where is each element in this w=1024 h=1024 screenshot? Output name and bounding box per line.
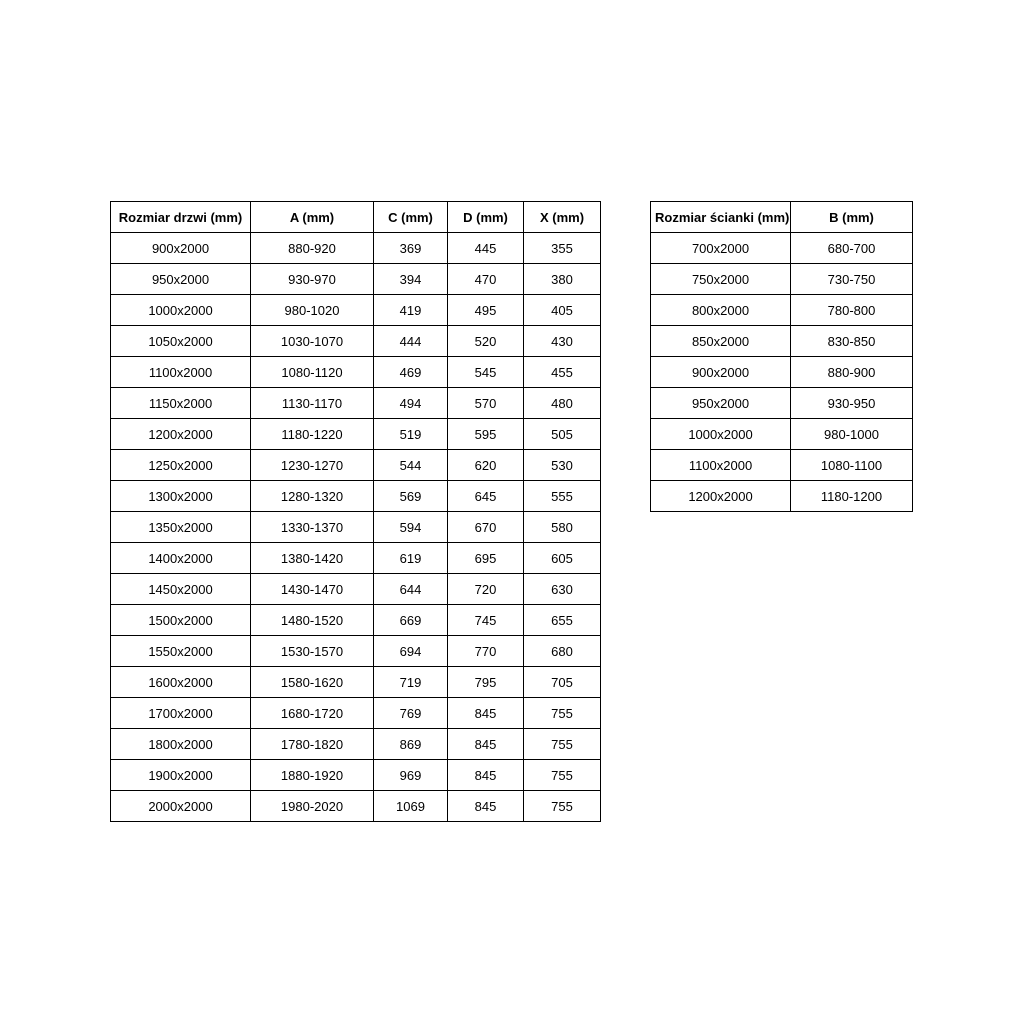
table-cell: 645 xyxy=(448,481,524,512)
table-row xyxy=(111,574,601,605)
table-cell: 1280-1320 xyxy=(251,481,374,512)
table-cell: 1880-1920 xyxy=(251,760,374,791)
table-row xyxy=(651,357,913,388)
table-cell: 1200x2000 xyxy=(651,481,791,512)
table-cell: 1200x2000 xyxy=(111,419,251,450)
table-cell: 795 xyxy=(448,667,524,698)
table-cell: 1050x2000 xyxy=(111,326,251,357)
table-row xyxy=(111,543,601,574)
table-cell: 505 xyxy=(524,419,601,450)
wall-table-body xyxy=(651,233,913,512)
column-header: C (mm) xyxy=(374,202,448,233)
table-cell: 580 xyxy=(524,512,601,543)
table-row xyxy=(111,233,601,264)
table-cell: 780-800 xyxy=(791,295,913,326)
table-cell: 1350x2000 xyxy=(111,512,251,543)
table-cell: 670 xyxy=(448,512,524,543)
table-cell: 480 xyxy=(524,388,601,419)
table-cell: 1080-1120 xyxy=(251,357,374,388)
table-cell: 730-750 xyxy=(791,264,913,295)
table-row xyxy=(111,698,601,729)
table-row xyxy=(651,264,913,295)
table-cell: 1000x2000 xyxy=(651,419,791,450)
table-row xyxy=(111,295,601,326)
table-row xyxy=(651,481,913,512)
table-cell: 1080-1100 xyxy=(791,450,913,481)
table-cell: 1530-1570 xyxy=(251,636,374,667)
table-row xyxy=(111,667,601,698)
table-cell: 644 xyxy=(374,574,448,605)
table-cell: 969 xyxy=(374,760,448,791)
table-cell: 1980-2020 xyxy=(251,791,374,822)
table-cell: 930-950 xyxy=(791,388,913,419)
header-row xyxy=(651,202,913,233)
table-cell: 720 xyxy=(448,574,524,605)
table-cell: 430 xyxy=(524,326,601,357)
table-cell: 930-970 xyxy=(251,264,374,295)
table-cell: 355 xyxy=(524,233,601,264)
table-cell: 594 xyxy=(374,512,448,543)
table-cell: 494 xyxy=(374,388,448,419)
table-cell: 1550x2000 xyxy=(111,636,251,667)
table-row xyxy=(111,388,601,419)
table-cell: 455 xyxy=(524,357,601,388)
table-cell: 369 xyxy=(374,233,448,264)
table-cell: 569 xyxy=(374,481,448,512)
table-cell: 900x2000 xyxy=(111,233,251,264)
table-cell: 445 xyxy=(448,233,524,264)
table-cell: 755 xyxy=(524,760,601,791)
table-cell: 2000x2000 xyxy=(111,791,251,822)
table-cell: 1430-1470 xyxy=(251,574,374,605)
table-cell: 694 xyxy=(374,636,448,667)
table-cell: 900x2000 xyxy=(651,357,791,388)
table-cell: 1580-1620 xyxy=(251,667,374,698)
table-row xyxy=(111,481,601,512)
table-cell: 1069 xyxy=(374,791,448,822)
column-header: Rozmiar ścianki (mm) xyxy=(651,202,791,233)
table-cell: 1130-1170 xyxy=(251,388,374,419)
table-cell: 980-1020 xyxy=(251,295,374,326)
table-cell: 619 xyxy=(374,543,448,574)
table-cell: 705 xyxy=(524,667,601,698)
table-cell: 869 xyxy=(374,729,448,760)
table-cell: 394 xyxy=(374,264,448,295)
table-row xyxy=(651,295,913,326)
table-cell: 495 xyxy=(448,295,524,326)
table-cell: 700x2000 xyxy=(651,233,791,264)
table-row xyxy=(111,605,601,636)
table-cell: 655 xyxy=(524,605,601,636)
table-row xyxy=(111,326,601,357)
column-header: A (mm) xyxy=(251,202,374,233)
door-size-table xyxy=(110,201,601,822)
table-row xyxy=(651,388,913,419)
door-table-header xyxy=(111,202,601,233)
table-cell: 695 xyxy=(448,543,524,574)
table-cell: 620 xyxy=(448,450,524,481)
table-cell: 1150x2000 xyxy=(111,388,251,419)
table-cell: 570 xyxy=(448,388,524,419)
table-cell: 880-920 xyxy=(251,233,374,264)
table-cell: 519 xyxy=(374,419,448,450)
table-cell: 469 xyxy=(374,357,448,388)
table-cell: 1030-1070 xyxy=(251,326,374,357)
table-cell: 755 xyxy=(524,729,601,760)
table-cell: 545 xyxy=(448,357,524,388)
table-cell: 745 xyxy=(448,605,524,636)
table-row xyxy=(111,419,601,450)
table-cell: 1180-1220 xyxy=(251,419,374,450)
table-cell: 1500x2000 xyxy=(111,605,251,636)
table-cell: 1000x2000 xyxy=(111,295,251,326)
table-row xyxy=(111,357,601,388)
table-cell: 1100x2000 xyxy=(651,450,791,481)
table-cell: 750x2000 xyxy=(651,264,791,295)
table-cell: 755 xyxy=(524,698,601,729)
table-cell: 845 xyxy=(448,698,524,729)
table-cell: 1230-1270 xyxy=(251,450,374,481)
table-cell: 520 xyxy=(448,326,524,357)
table-cell: 845 xyxy=(448,791,524,822)
table-row xyxy=(651,233,913,264)
table-cell: 1330-1370 xyxy=(251,512,374,543)
door-table-body xyxy=(111,233,601,822)
table-cell: 769 xyxy=(374,698,448,729)
table-cell: 770 xyxy=(448,636,524,667)
table-cell: 530 xyxy=(524,450,601,481)
table-row xyxy=(111,760,601,791)
table-cell: 1450x2000 xyxy=(111,574,251,605)
table-cell: 419 xyxy=(374,295,448,326)
column-header: Rozmiar drzwi (mm) xyxy=(111,202,251,233)
table-cell: 605 xyxy=(524,543,601,574)
table-cell: 1300x2000 xyxy=(111,481,251,512)
table-cell: 595 xyxy=(448,419,524,450)
table-cell: 1380-1420 xyxy=(251,543,374,574)
table-cell: 830-850 xyxy=(791,326,913,357)
column-header: B (mm) xyxy=(791,202,913,233)
table-cell: 1250x2000 xyxy=(111,450,251,481)
table-cell: 1180-1200 xyxy=(791,481,913,512)
table-cell: 719 xyxy=(374,667,448,698)
table-row xyxy=(111,791,601,822)
table-cell: 444 xyxy=(374,326,448,357)
table-cell: 1680-1720 xyxy=(251,698,374,729)
table-cell: 1800x2000 xyxy=(111,729,251,760)
column-header: D (mm) xyxy=(448,202,524,233)
table-cell: 380 xyxy=(524,264,601,295)
table-row xyxy=(111,450,601,481)
table-cell: 845 xyxy=(448,729,524,760)
wall-size-table xyxy=(650,201,913,512)
table-row xyxy=(651,326,913,357)
table-cell: 950x2000 xyxy=(651,388,791,419)
table-cell: 1400x2000 xyxy=(111,543,251,574)
column-header: X (mm) xyxy=(524,202,601,233)
table-row xyxy=(111,636,601,667)
table-cell: 405 xyxy=(524,295,601,326)
table-cell: 850x2000 xyxy=(651,326,791,357)
table-cell: 845 xyxy=(448,760,524,791)
table-cell: 880-900 xyxy=(791,357,913,388)
table-row xyxy=(111,264,601,295)
table-cell: 680-700 xyxy=(791,233,913,264)
table-row xyxy=(651,419,913,450)
table-cell: 470 xyxy=(448,264,524,295)
table-cell: 555 xyxy=(524,481,601,512)
header-row xyxy=(111,202,601,233)
wall-table-header xyxy=(651,202,913,233)
table-row xyxy=(651,450,913,481)
table-cell: 680 xyxy=(524,636,601,667)
table-cell: 950x2000 xyxy=(111,264,251,295)
table-cell: 1700x2000 xyxy=(111,698,251,729)
table-cell: 1600x2000 xyxy=(111,667,251,698)
table-cell: 980-1000 xyxy=(791,419,913,450)
table-cell: 1780-1820 xyxy=(251,729,374,760)
table-cell: 1900x2000 xyxy=(111,760,251,791)
table-cell: 630 xyxy=(524,574,601,605)
table-cell: 755 xyxy=(524,791,601,822)
table-cell: 800x2000 xyxy=(651,295,791,326)
table-cell: 669 xyxy=(374,605,448,636)
table-cell: 544 xyxy=(374,450,448,481)
table-row xyxy=(111,512,601,543)
table-cell: 1480-1520 xyxy=(251,605,374,636)
table-cell: 1100x2000 xyxy=(111,357,251,388)
table-row xyxy=(111,729,601,760)
